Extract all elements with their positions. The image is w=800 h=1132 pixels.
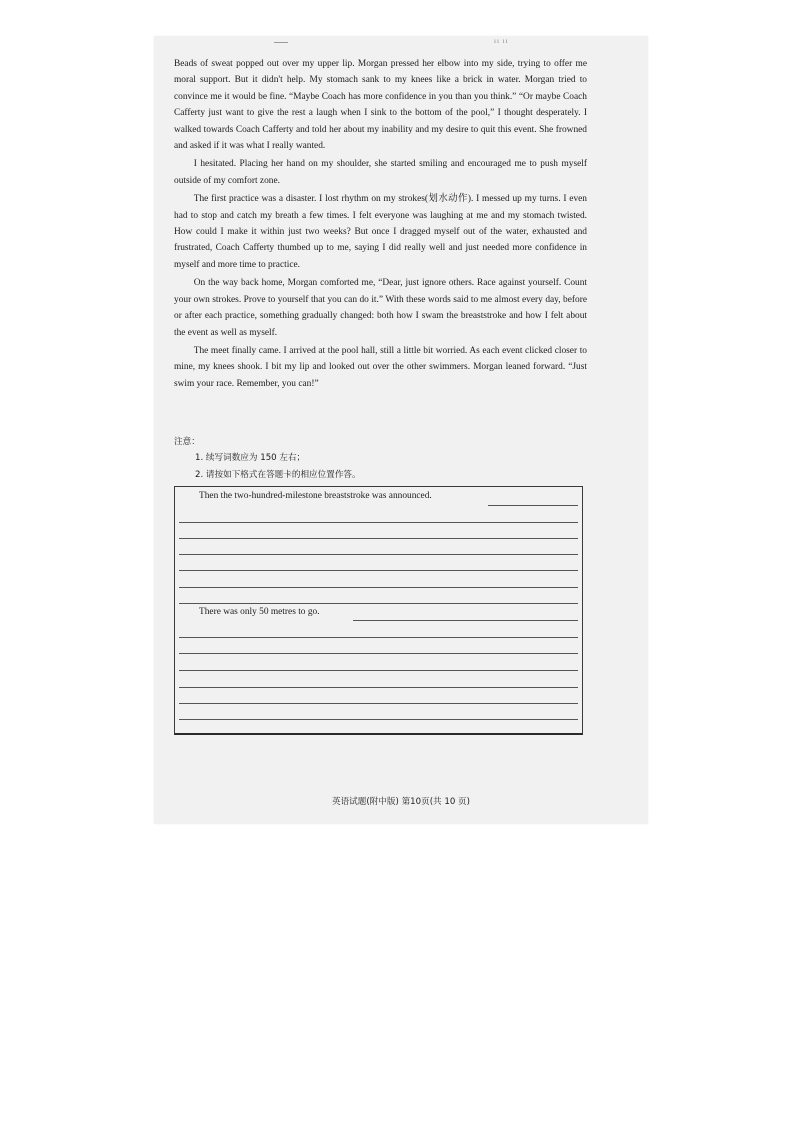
instructions-title: 注意： <box>174 437 200 447</box>
continuation-prompt-1: Then the two-hundred-milestone breaststroke was announced. <box>199 491 432 501</box>
writing-line[interactable] <box>179 653 578 654</box>
instruction-item-2: 2. 请按如下格式在答题卡的相应位置作答。 <box>195 470 361 480</box>
continuation-prompt-2: There was only 50 metres to go. <box>199 607 320 617</box>
instructions <box>174 434 587 484</box>
writing-line[interactable] <box>179 603 578 604</box>
writing-line[interactable] <box>179 538 578 539</box>
writing-line[interactable] <box>179 570 578 571</box>
passage-paragraph-4: On the way back home, Morgan comforted me, “Dear, just ignore others. Race against yourself. Count your own strokes. Prove to yourself that you can do it.” With these words said to me almost every day, before or after each practice, something gradually changed: both how I swam the breaststroke and how I felt about the event as well as myself. <box>174 278 587 338</box>
writing-line[interactable] <box>179 637 578 638</box>
cropped-header-marks <box>154 36 648 50</box>
writing-line[interactable] <box>179 719 578 720</box>
reading-passage <box>174 56 587 394</box>
writing-line[interactable] <box>179 670 578 671</box>
writing-line[interactable] <box>179 554 578 555</box>
passage-paragraph-3: The first practice was a disaster. I lost rhythm on my strokes(划水动作). I messed up my turns. I even had to stop and catch my breath a few times. I felt everyone was laughing at me and my stomach twisted. How could I make it within just two weeks? But once I dragged myself out of the water, exhausted and frustrated, Coach Cafferty thumbed up to me, saying I did really well and just needed more confidence in myself and more time to practice. <box>174 194 587 270</box>
header-fragment-text: ıı ıı <box>494 37 509 45</box>
writing-line[interactable] <box>179 587 578 588</box>
page-footer: 英语试题(附中版) 第10页(共 10 页) <box>331 797 470 807</box>
prompt-1-blank-line[interactable] <box>488 505 578 506</box>
passage-paragraph-1: Beads of sweat popped out over my upper lip. Morgan pressed her elbow into my side, trying to offer me moral support. But it didn't help. My stomach sank to my knees like a brick in water. Morgan tried to convince me it would be fine. “Maybe Coach has more confidence in you than you think.” “Or maybe Coach Cafferty just want to give the rest a laugh when I sink to the bottom of the pool,” I thought desperately. I walked towards Coach Cafferty and told her about my inability and my desire to quit this event. She frowned and asked if it was what I really wanted. <box>174 59 587 152</box>
scanned-exam-page <box>154 36 648 824</box>
instruction-item-1: 1. 续写词数应为 150 左右； <box>195 453 306 463</box>
writing-line[interactable] <box>179 687 578 688</box>
passage-paragraph-5: The meet finally came. I arrived at the pool hall, still a little bit worried. As each event clicked closer to mine, my knees shook. I bit my lip and looked out over the other swimmers. Morgan leaned forward. “Just swim your race. Remember, you can!” <box>174 345 587 389</box>
writing-line[interactable] <box>179 703 578 704</box>
writing-line[interactable] <box>179 522 578 523</box>
answer-box <box>174 486 583 735</box>
passage-paragraph-2: I hesitated. Placing her hand on my shoulder, she started smiling and encouraged me to push myself outside of my comfort zone. <box>174 159 587 186</box>
prompt-2-blank-line[interactable] <box>353 620 578 621</box>
header-dash-mark <box>274 42 288 43</box>
